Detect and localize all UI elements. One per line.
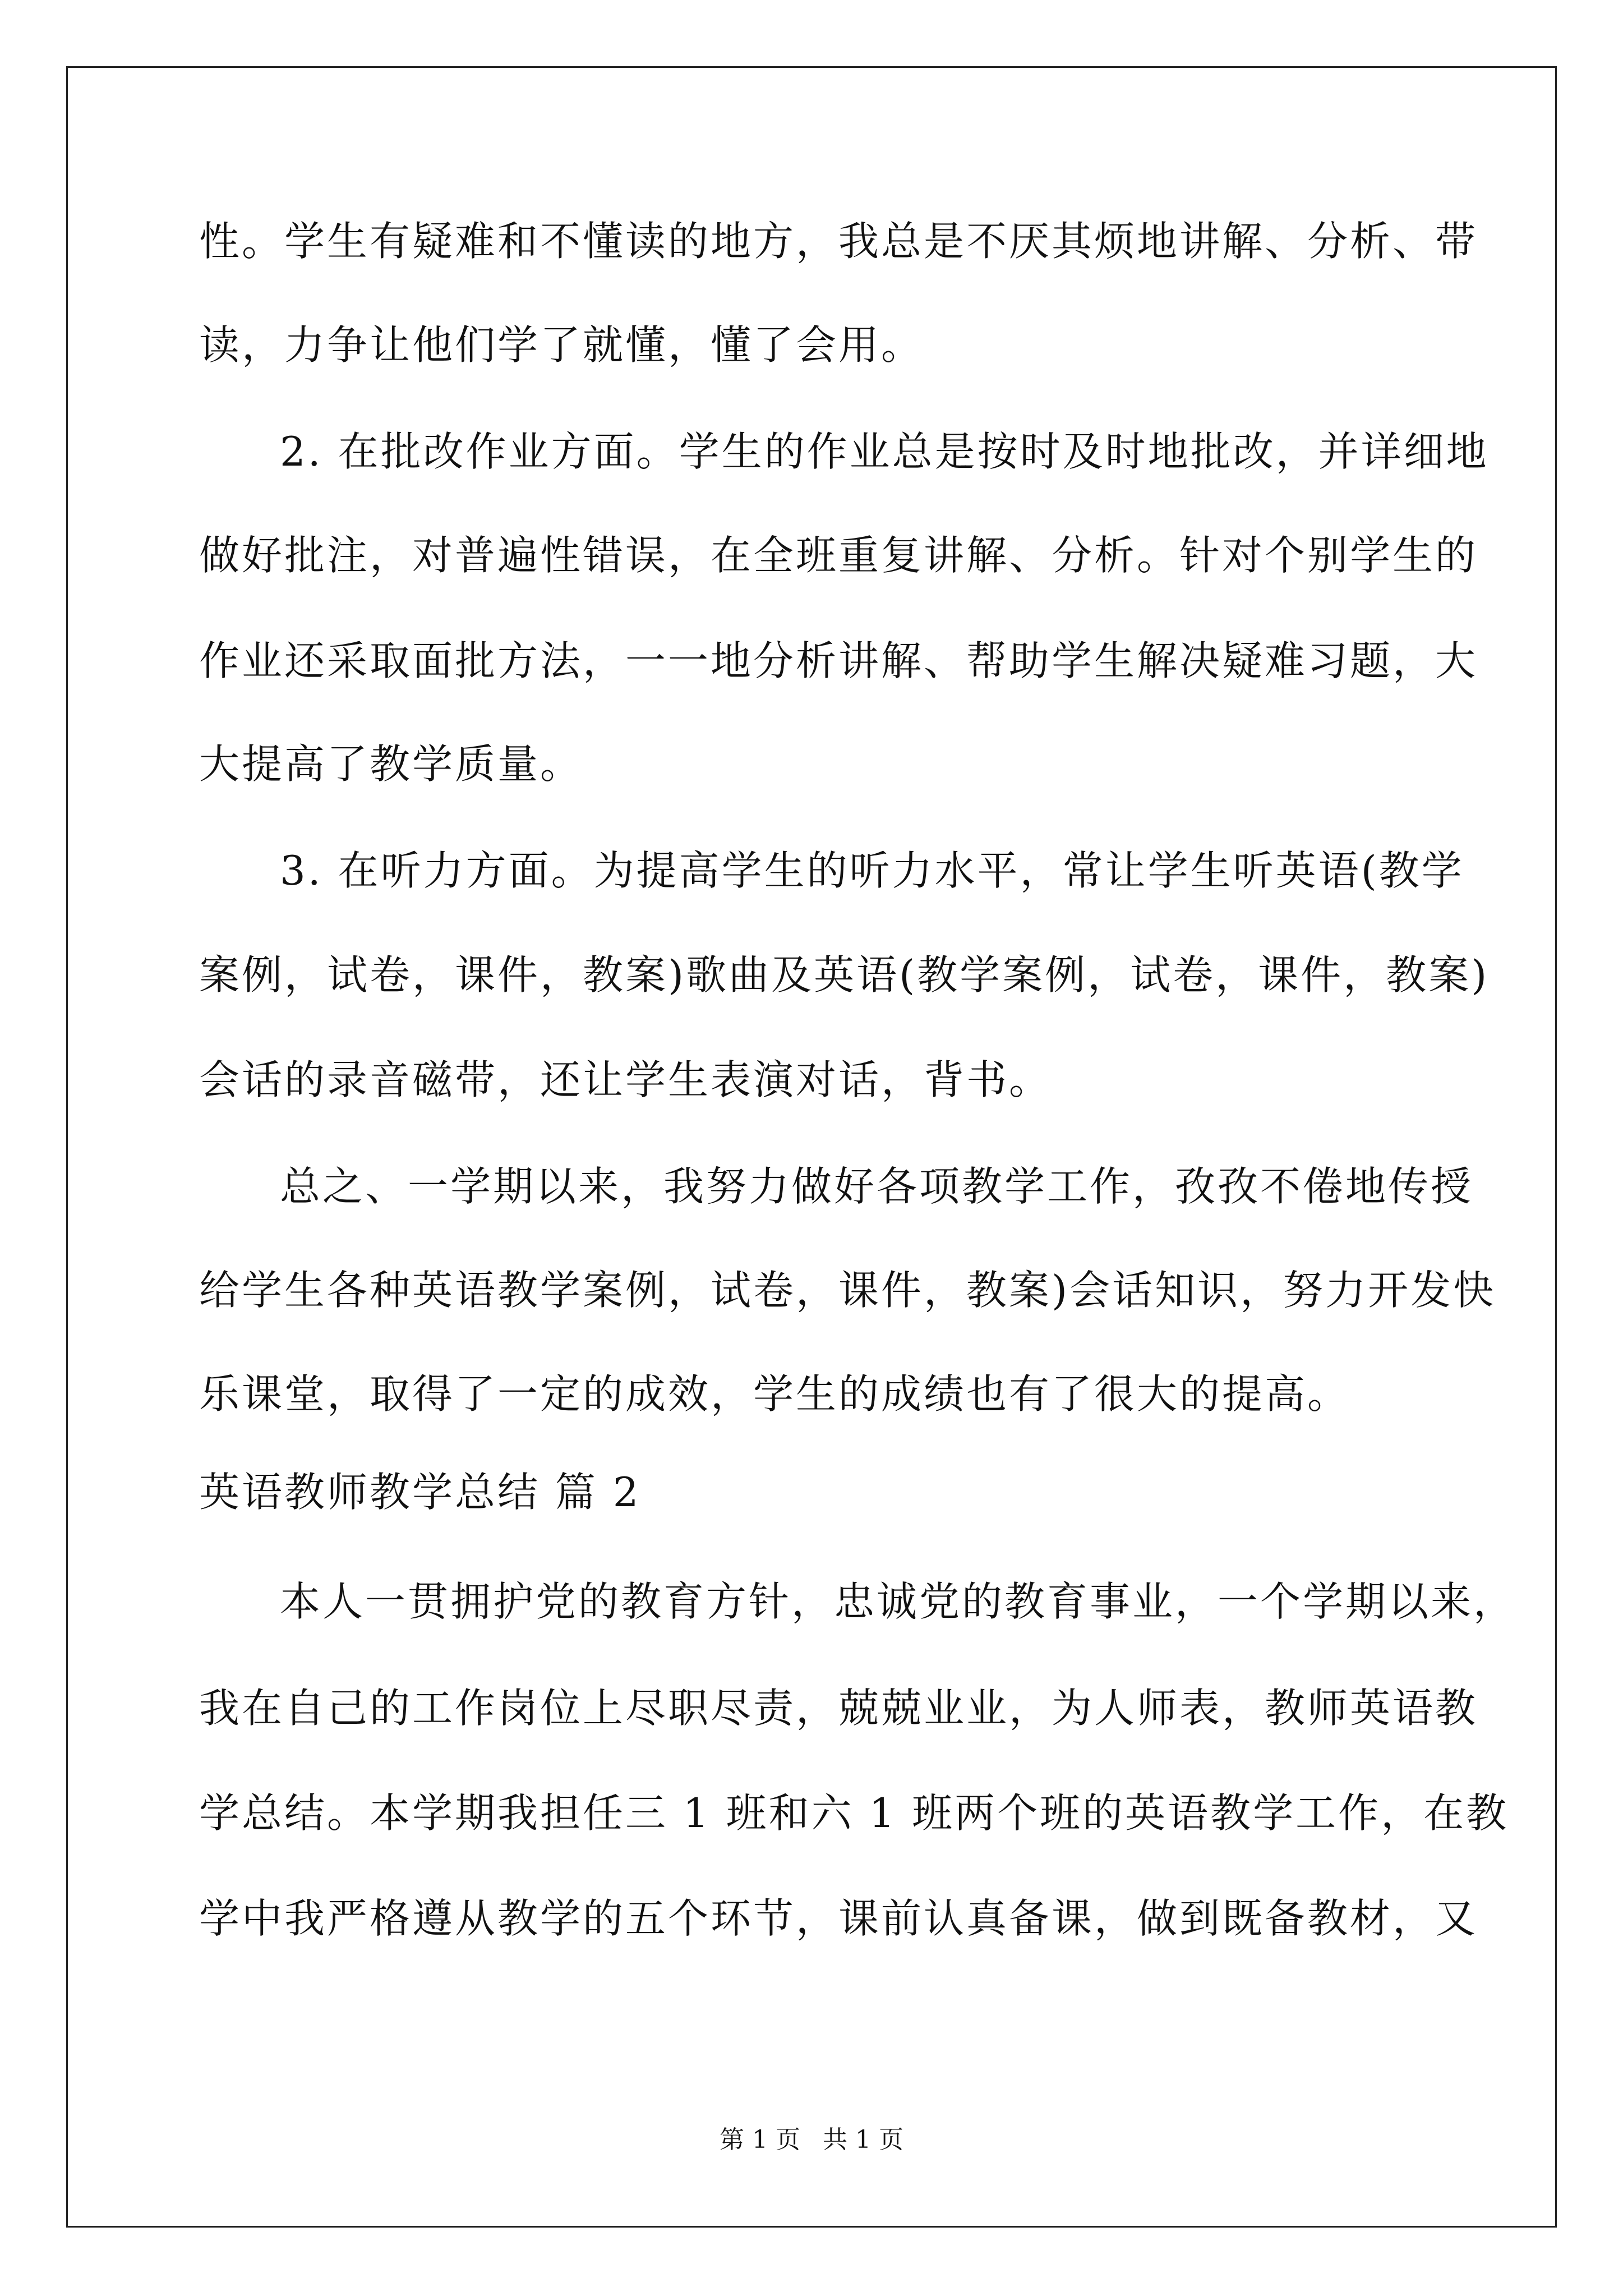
paragraph-item-3: 3. 在听力方面。为提高学生的听力水平，常让学生听英语(教学 bbox=[280, 847, 1464, 894]
text-line: 案例，试卷，课件，教案)歌曲及英语(教学案例，试卷，课件，教案) bbox=[199, 951, 1490, 999]
text-line: 我在自己的工作岗位上尽职尽责，兢兢业业，为人师表，教师英语教 bbox=[199, 1685, 1478, 1732]
page-number: 第 1 页 bbox=[720, 2125, 800, 2154]
page-total: 共 1 页 bbox=[823, 2125, 903, 2154]
text-line: 给学生各种英语教学案例，试卷，课件，教案)会话知识，努力开发快 bbox=[199, 1267, 1496, 1314]
text-line: 乐课堂，取得了一定的成效，学生的成绩也有了很大的提高。 bbox=[199, 1370, 1350, 1418]
text-line: 做好批注，对普遍性错误，在全班重复讲解、分析。针对个别学生的 bbox=[199, 532, 1478, 579]
text-line: 作业还采取面批方法，一一地分析讲解、帮助学生解决疑难习题，大 bbox=[199, 637, 1478, 684]
text-line: 大提高了教学质量。 bbox=[199, 740, 583, 788]
text-line: 会话的录音磁带，还让学生表演对话，背书。 bbox=[199, 1056, 1052, 1103]
paragraph-item-2: 2. 在批改作业方面。学生的作业总是按时及时地批改，并详细地 bbox=[280, 428, 1489, 475]
section-heading: 英语教师教学总结 篇 2 bbox=[199, 1469, 641, 1516]
paragraph-intro: 本人一贯拥护党的教育方针，忠诚党的教育事业，一个学期以来， bbox=[280, 1578, 1516, 1625]
paragraph-summary: 总之、一学期以来，我努力做好各项教学工作，孜孜不倦地传授 bbox=[280, 1163, 1474, 1210]
text-line: 学中我严格遵从教学的五个环节，课前认真备课，做到既备教材，又 bbox=[199, 1895, 1478, 1942]
text-line: 性。学生有疑难和不懂读的地方，我总是不厌其烦地讲解、分析、带 bbox=[199, 218, 1478, 265]
page-footer bbox=[0, 2123, 1623, 2157]
text-line: 学总结。本学期我担任三 1 班和六 1 班两个班的英语教学工作，在教 bbox=[199, 1789, 1509, 1837]
text-line: 读，力争让他们学了就懂，懂了会用。 bbox=[199, 321, 924, 369]
